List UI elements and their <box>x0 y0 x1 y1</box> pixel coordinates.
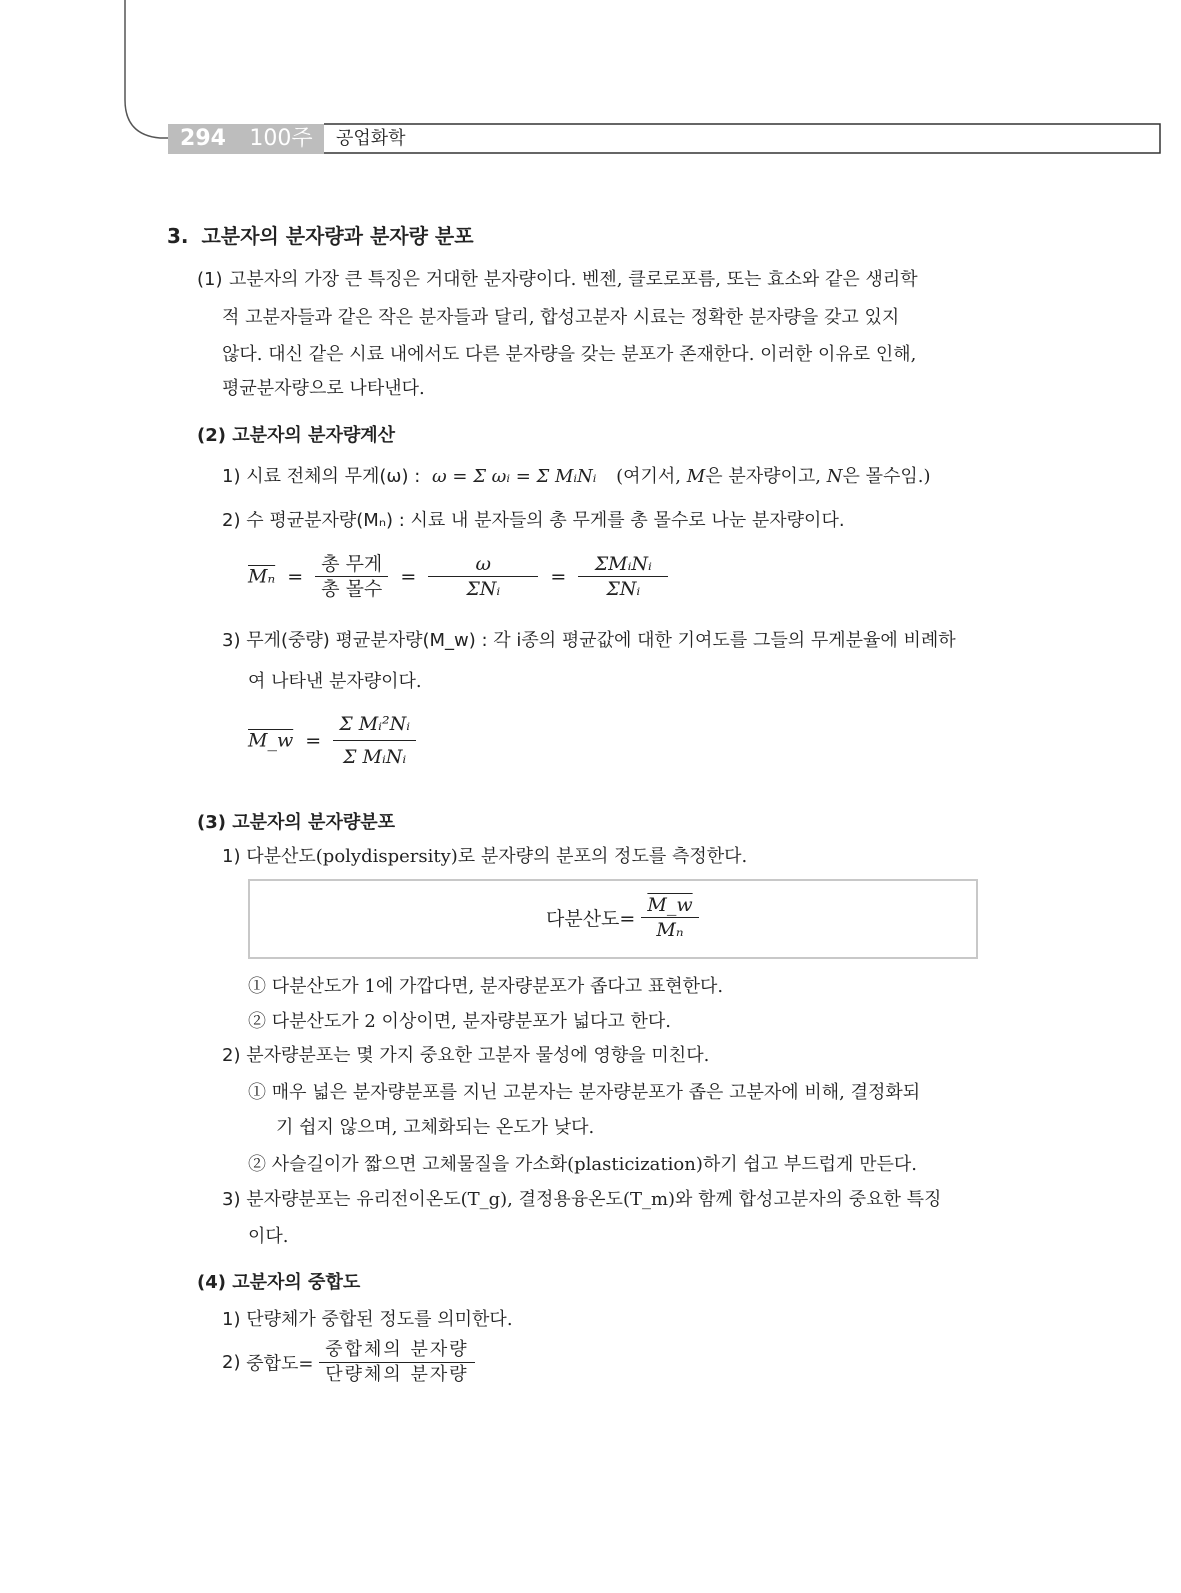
p3-item1-text: 다분산도(polydispersity)로 분자량의 분포의 정도를 측정한다. <box>246 846 748 867</box>
mw-formula: M_w = $\frac{\text{Σ Mᵢ²Nᵢ}}{\text{Σ MᵢNᵢ}}$ <box>248 708 416 773</box>
dp-frac <box>319 1338 474 1387</box>
p3-item2-sub-2: ② 사슬길이가 짧으면 고체물질을 가소화(plasticization)하기 쉽고 부드럽게 만든다. <box>248 1154 918 1175</box>
p3-item1-sub-1: ① 다분산도가 1에 가깝다면, 분자량분포가 좁다고 표현한다. <box>248 976 724 997</box>
mn-frac-3 <box>578 552 668 601</box>
mn-frac-2 <box>428 552 538 601</box>
dp-frac-den: 단량체의 분자량 <box>319 1362 474 1387</box>
p2-item1-note-post: 은 몰수임.) <box>842 466 931 487</box>
chapter-label: 공업화학 <box>336 128 406 149</box>
p4-item2-number: 2) <box>222 1352 241 1373</box>
p1-line-3: 않다. 대신 같은 시료 내에서도 다른 분자량을 갖는 분포가 존재한다. 이러한 이유로 인해, <box>222 344 917 365</box>
polydispersity-label: 다분산도= <box>546 908 636 930</box>
p4-heading: (4) 고분자의 중합도 <box>197 1272 361 1293</box>
mw-frac-den: Σ MᵢNᵢ <box>333 740 416 773</box>
p1-number: (1) <box>197 269 223 290</box>
p3-item3 <box>222 1185 941 1215</box>
section-title <box>167 220 474 249</box>
mn-formula: $\overline{M_n}$ = $\frac{\text{총 무게}}{\text{총 몰수}}$ = $\frac{\omega}{\text{ΣNᵢ}}$ = $\frac{\text{ΣMᵢNᵢ}}{\text{ΣNᵢ}}$ <box>248 552 668 601</box>
p4-item1-number: 1) <box>222 1309 241 1330</box>
section-title-text: 고분자의 분자량과 분자량 분포 <box>201 224 474 248</box>
p3-item3-number: 3) <box>222 1189 241 1210</box>
polydispersity-den: Mₙ <box>641 917 698 942</box>
p3-item2-text: 분자량분포는 몇 가지 중요한 고분자 물성에 영향을 미친다. <box>246 1045 710 1066</box>
mn-frac-1-num: 총 무게 <box>321 553 383 575</box>
p3-item1 <box>222 842 747 872</box>
p2-item1-note-m: M <box>686 466 706 487</box>
p3-item3-line-2: 이다. <box>248 1226 289 1247</box>
mn-lhs: $\overline{M_n}$ <box>248 565 276 588</box>
mn-frac-1 <box>315 552 388 601</box>
p1-line-2: 적 고분자들과 같은 작은 분자들과 달리, 합성고분자 시료는 정확한 분자량을 갖고 있지 <box>222 307 900 328</box>
p3-item2 <box>222 1041 709 1071</box>
mn-frac-3-den: ΣNᵢ <box>578 576 668 601</box>
dp-frac-num: 중합체의 분자량 <box>325 1339 469 1360</box>
page-number: 294 <box>168 124 238 154</box>
book-label: 100주 <box>238 124 324 154</box>
p2-item1-note-mid: 은 분자량이고, <box>705 466 821 487</box>
p1-line-1: 고분자의 가장 큰 특징은 거대한 분자량이다. 벤젠, 클로로포름, 또는 효소와 같은 생리학 <box>229 269 918 290</box>
p2-item1 <box>222 462 931 492</box>
mw-lhs: M_w <box>248 729 294 752</box>
p2-item3-text: 무게(중량) 평균분자량(M_w) : 각 i종의 평균값에 대한 기여도를 그들의 무게분율에 비례하 <box>246 630 956 651</box>
p3-item3-text: 분자량분포는 유리전이온도(T_g), 결정용융온도(T_m)와 함께 합성고분자의 중요한 특징 <box>246 1189 942 1210</box>
p3-item2-sub-1-line-1: ① 매우 넓은 분자량분포를 지닌 고분자는 분자량분포가 좁은 고분자에 비해, 결정화되 <box>248 1082 921 1103</box>
p2-item2-text: 수 평균분자량(Mₙ) : 시료 내 분자들의 총 무게를 총 몰수로 나눈 분자량이다. <box>246 510 845 531</box>
p3-item1-sub-2: ② 다분산도가 2 이상이면, 분자량분포가 넓다고 한다. <box>248 1011 671 1032</box>
mn-frac-2-num: ω <box>475 553 492 575</box>
p2-item2 <box>222 506 845 536</box>
polydispersity-box <box>248 879 978 959</box>
p4-item2 <box>222 1338 475 1387</box>
p2-item1-formula: ω = Σ ωᵢ = Σ MᵢNᵢ <box>432 466 597 487</box>
p2-item1-note-pre: (여기서, <box>616 466 682 487</box>
p2-item3-line-1 <box>222 626 956 656</box>
p3-heading: (3) 고분자의 분자량분포 <box>197 812 396 833</box>
p3-item1-number: 1) <box>222 846 241 867</box>
p2-item1-number: 1) <box>222 466 241 487</box>
polydispersity-num: M_w <box>647 894 693 916</box>
polydispersity-formula <box>546 893 699 942</box>
mn-frac-3-num: ΣMᵢNᵢ <box>594 553 652 575</box>
p2-item3-number: 3) <box>222 630 241 651</box>
p2-item2-number: 2) <box>222 510 241 531</box>
mn-frac-1-den: 총 몰수 <box>315 576 388 601</box>
p2-item1-text: 시료 전체의 무게(ω) : <box>246 466 421 487</box>
mw-frac <box>333 708 416 773</box>
section-number: 3. <box>167 224 189 248</box>
p4-item2-label: 중합도= <box>246 1353 314 1375</box>
p4-item1 <box>222 1305 513 1335</box>
p1-line-4: 평균분자량으로 나타낸다. <box>222 378 425 399</box>
mn-frac-2-den: ΣNᵢ <box>428 576 538 601</box>
p2-item1-note-n: N <box>826 466 843 487</box>
p3-item2-number: 2) <box>222 1045 241 1066</box>
p4-item1-text: 단량체가 중합된 정도를 의미한다. <box>246 1309 513 1330</box>
mw-frac-num: Σ Mᵢ²Nᵢ <box>339 713 411 735</box>
p2-heading: (2) 고분자의 분자량계산 <box>197 425 396 446</box>
p3-item2-sub-1-line-2: 기 쉽지 않으며, 고체화되는 온도가 낮다. <box>276 1117 595 1138</box>
polydispersity-frac <box>641 893 698 942</box>
p2-item3-line-2: 여 나타낸 분자량이다. <box>248 671 422 692</box>
